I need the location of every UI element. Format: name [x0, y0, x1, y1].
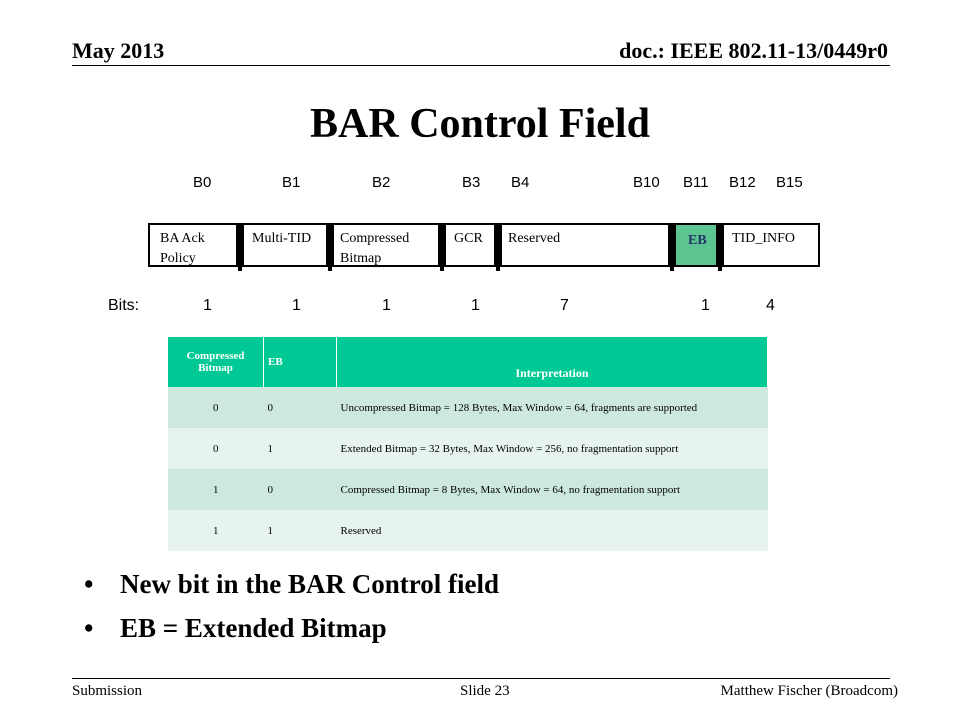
field-reserved: Reserved — [500, 223, 670, 267]
footer-rule — [72, 678, 890, 679]
cell-compressed-bitmap: 1 — [168, 469, 264, 510]
bits-value: 1 — [701, 297, 710, 314]
bullet-dot-icon: • — [84, 569, 94, 599]
cell-compressed-bitmap: 0 — [168, 387, 264, 428]
cell-interpretation: Extended Bitmap = 32 Bytes, Max Window = 256, no fragmentation support — [337, 428, 768, 469]
bits-value: 1 — [471, 297, 480, 314]
bit-label-b3: B3 — [462, 174, 481, 191]
bullet-dot-icon: • — [84, 613, 94, 643]
cell-interpretation: Uncompressed Bitmap = 128 Bytes, Max Window = 64, fragments are supported — [337, 387, 768, 428]
cell-interpretation: Compressed Bitmap = 8 Bytes, Max Window = 64, no fragmentation support — [337, 469, 768, 510]
bit-label-b10: B10 — [633, 174, 660, 191]
header-doc-id: doc.: IEEE 802.11-13/0449r0 — [619, 38, 888, 63]
cell-eb: 0 — [264, 469, 337, 510]
field-gcr: GCR — [444, 223, 496, 267]
cell-eb: 1 — [264, 510, 337, 551]
bullet-text: EB = Extended Bitmap — [120, 613, 387, 643]
interpretation-table — [168, 337, 768, 551]
bullet-text: New bit in the BAR Control field — [120, 569, 500, 599]
bit-label-b0: B0 — [193, 174, 212, 191]
field-eb: EB — [674, 223, 718, 267]
cell-eb: 0 — [264, 387, 337, 428]
footer-submission: Submission — [72, 683, 143, 699]
header-rule — [72, 65, 890, 66]
bit-label-b12: B12 — [729, 174, 756, 191]
column-header-compressed-bitmap: Compressed Bitmap — [168, 337, 264, 387]
bullet-item — [84, 610, 499, 654]
table-row — [168, 387, 768, 428]
field-compressed-bitmap: Compressed Bitmap — [332, 223, 440, 267]
bit-label-b11: B11 — [683, 174, 709, 191]
bit-label-b4: B4 — [511, 174, 530, 191]
cell-interpretation: Reserved — [337, 510, 768, 551]
footer-slide-number: Slide 23 — [460, 683, 510, 699]
bit-label-b15: B15 — [776, 174, 803, 191]
column-header-eb: EB — [264, 337, 337, 387]
bits-label: Bits: — [108, 297, 140, 314]
table-header-row — [168, 337, 768, 387]
field-ba-ack-policy: BA Ack Policy — [148, 223, 238, 267]
header-date: May 2013 — [72, 38, 165, 63]
table-row — [168, 428, 768, 469]
bits-value: 1 — [292, 297, 301, 314]
cell-compressed-bitmap: 1 — [168, 510, 264, 551]
field-multi-tid: Multi-TID — [242, 223, 328, 267]
bullet-item — [84, 566, 499, 610]
bullet-list — [84, 566, 499, 654]
cell-compressed-bitmap: 0 — [168, 428, 264, 469]
bit-label-b1: B1 — [282, 174, 301, 191]
table-row — [168, 469, 768, 510]
bits-value: 4 — [766, 297, 775, 314]
footer-author: Matthew Fischer (Broadcom) — [720, 683, 898, 699]
field-tid-info: TID_INFO — [722, 223, 820, 267]
bits-value: 7 — [560, 297, 569, 314]
bits-value: 1 — [382, 297, 391, 314]
bit-label-b2: B2 — [372, 174, 391, 191]
column-header-interpretation: Interpretation — [337, 337, 768, 387]
bits-value: 1 — [203, 297, 212, 314]
cell-eb: 1 — [264, 428, 337, 469]
table-row — [168, 510, 768, 551]
slide-title: BAR Control Field — [310, 101, 650, 147]
